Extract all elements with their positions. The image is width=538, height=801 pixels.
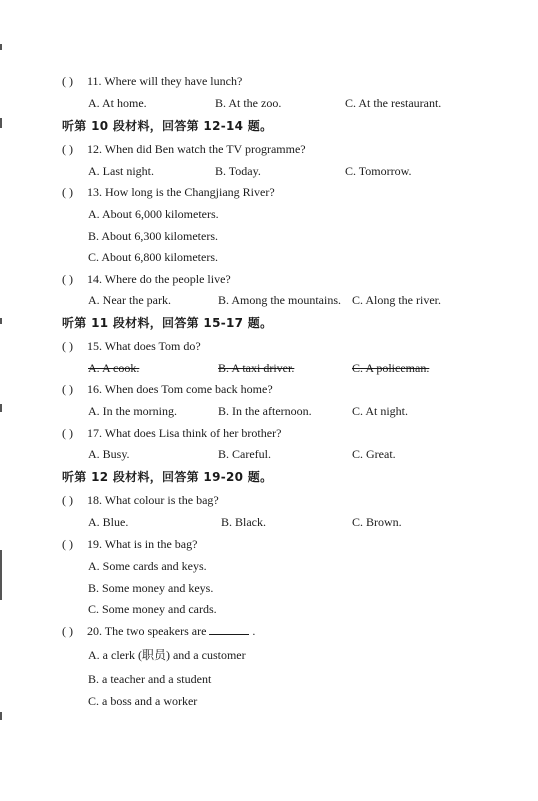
option-b: B. Today. [215, 164, 261, 178]
margin-mark [0, 318, 2, 324]
question-19 [62, 537, 197, 551]
question-text: 11. Where will they have lunch? [87, 74, 243, 88]
answer-paren[interactable]: ( ) [62, 142, 73, 156]
question-text: 19. What is in the bag? [87, 537, 198, 551]
option-c: C. At the restaurant. [345, 96, 442, 110]
option-a: A. In the morning. [88, 404, 177, 418]
question-text: 18. What colour is the bag? [87, 493, 219, 507]
margin-mark [0, 44, 2, 50]
question-20 [62, 624, 255, 638]
question-17 [62, 426, 281, 440]
question-text: 20. The two speakers are [87, 624, 207, 638]
option-c: C. Some money and cards. [88, 602, 217, 616]
answer-blank[interactable] [209, 624, 249, 635]
option-b: B. In the afternoon. [218, 404, 312, 418]
option-a: A. Blue. [88, 515, 129, 529]
option-c: C. At night. [352, 404, 409, 418]
option-b: B. A taxi driver. [218, 361, 295, 375]
option-a: A. A cook. [88, 361, 140, 375]
answer-paren[interactable]: ( ) [62, 426, 73, 440]
question-text: 13. How long is the Changjiang River? [87, 185, 275, 199]
answer-paren[interactable]: ( ) [62, 624, 73, 638]
question-12 [62, 142, 306, 156]
answer-paren[interactable]: ( ) [62, 185, 73, 199]
option-b: B. a teacher and a student [88, 672, 212, 686]
option-a: A. About 6,000 kilometers. [88, 207, 219, 221]
option-a: A. a clerk (职员) and a customer [88, 648, 246, 662]
option-c: C. Brown. [352, 515, 402, 529]
section-heading-11: 听第 11 段材料，回答第 15-17 题。 [62, 316, 273, 330]
question-text: 15. What does Tom do? [87, 339, 201, 353]
option-a: A. Busy. [88, 447, 130, 461]
question-text: 17. What does Lisa think of her brother? [87, 426, 282, 440]
option-b: B. Black. [221, 515, 266, 529]
answer-paren[interactable]: ( ) [62, 74, 73, 88]
margin-mark [0, 118, 2, 128]
answer-paren[interactable]: ( ) [62, 272, 73, 286]
margin-mark [0, 712, 2, 720]
question-14 [62, 272, 231, 286]
question-text: 14. Where do the people live? [87, 272, 231, 286]
option-b: B. At the zoo. [215, 96, 282, 110]
option-b: B. Some money and keys. [88, 581, 214, 595]
question-18 [62, 493, 219, 507]
section-heading-10: 听第 10 段材料，回答第 12-14 题。 [62, 119, 273, 133]
option-c: C. a boss and a worker [88, 694, 198, 708]
answer-paren[interactable]: ( ) [62, 382, 73, 396]
option-a: A. At home. [88, 96, 147, 110]
answer-paren[interactable]: ( ) [62, 537, 73, 551]
answer-paren[interactable]: ( ) [62, 339, 73, 353]
option-b: B. Careful. [218, 447, 271, 461]
question-13 [62, 185, 275, 199]
option-c: C. Great. [352, 447, 396, 461]
option-c: C. Along the river. [352, 293, 441, 307]
section-heading-12: 听第 12 段材料，回答第 19-20 题。 [62, 470, 273, 484]
question-text: 12. When did Ben watch the TV programme? [87, 142, 306, 156]
option-a: A. Last night. [88, 164, 154, 178]
option-a: A. Some cards and keys. [88, 559, 207, 573]
question-16 [62, 382, 273, 396]
option-b: B. About 6,300 kilometers. [88, 229, 218, 243]
margin-mark [0, 404, 2, 412]
question-text: 16. When does Tom come back home? [87, 382, 273, 396]
question-11 [62, 74, 242, 88]
option-a: A. Near the park. [88, 293, 171, 307]
answer-paren[interactable]: ( ) [62, 493, 73, 507]
option-c: C. A policeman. [352, 361, 430, 375]
question-end: . [252, 624, 256, 638]
question-15 [62, 339, 201, 353]
option-c: C. About 6,800 kilometers. [88, 250, 218, 264]
margin-mark [0, 550, 2, 600]
option-b: B. Among the mountains. [218, 293, 341, 307]
option-c: C. Tomorrow. [345, 164, 412, 178]
